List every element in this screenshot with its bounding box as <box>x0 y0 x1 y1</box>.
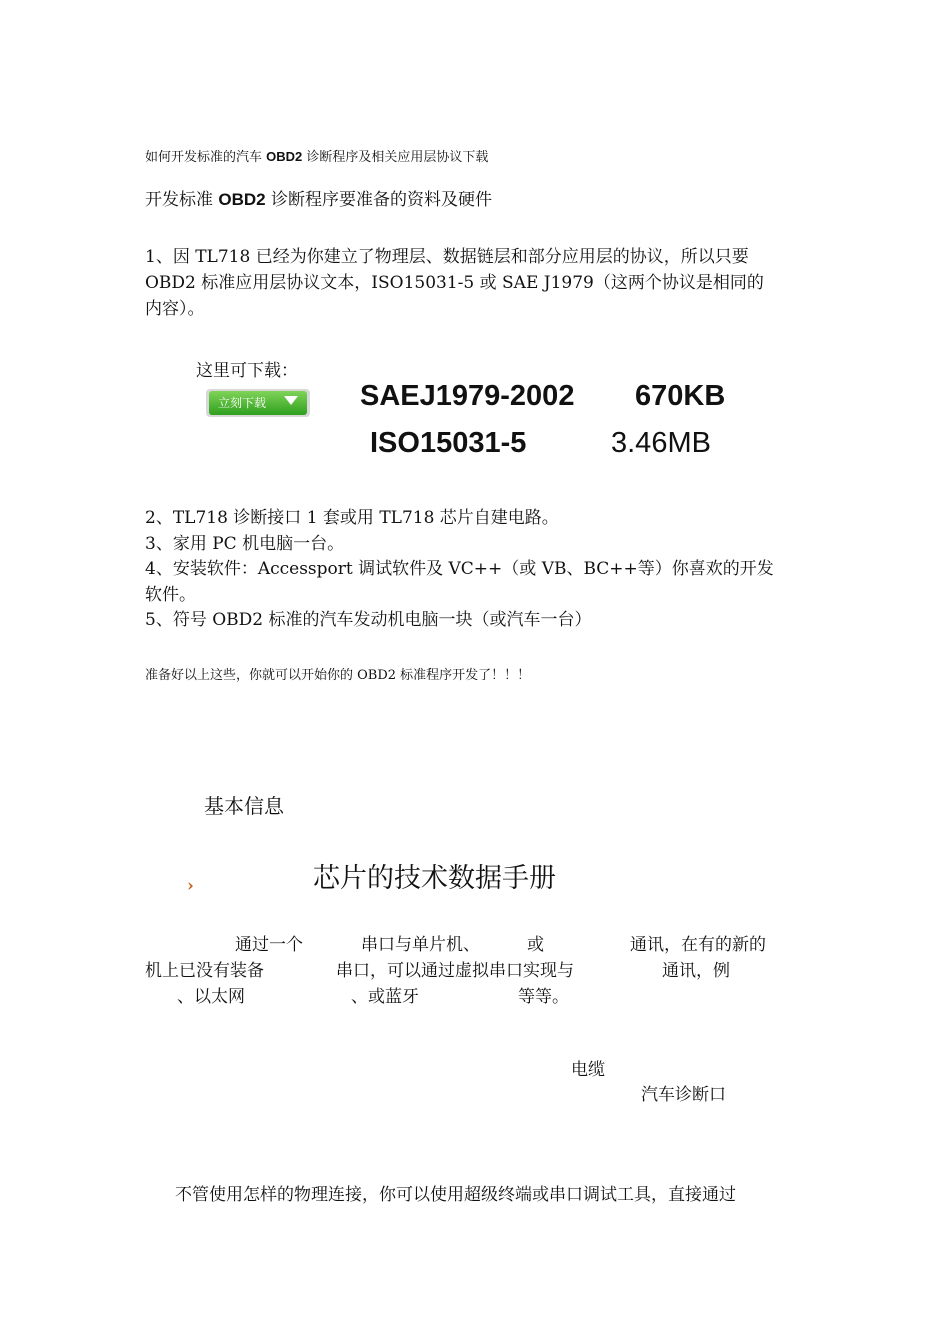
document-title: 如何开发标准的汽车 OBD2 诊断程序及相关应用层协议下载 <box>145 149 489 165</box>
list-item-1-line1: 1、因 TL718 已经为你建立了物理层、数据链层和部分应用层的协议，所以只要 <box>145 247 749 267</box>
text-fragment: 机上已没有装备 <box>145 961 264 981</box>
file-link-iso15031[interactable]: ISO15031-5 <box>370 427 527 459</box>
file-link-saej1979[interactable]: SAEJ1979-2002 <box>360 380 575 412</box>
list-item-1 <box>145 244 764 322</box>
text-fragment: 、以太网 <box>177 987 245 1007</box>
list-item-3: 3、家用 PC 机电脑一台。 <box>145 534 345 554</box>
section-subtitle: 开发标准 OBD2 诊断程序要准备的资料及硬件 <box>145 190 493 210</box>
text-fragment: 通过一个 <box>235 935 303 955</box>
text-fragment: 、或蓝牙 <box>351 987 419 1007</box>
text-fragment: 等等。 <box>518 987 569 1007</box>
paragraph-last-line: 不管使用怎样的物理连接，你可以使用超级终端或串口调试工具，直接通过 <box>175 1185 736 1205</box>
list-item-1-line2: OBD2 标准应用层协议文本，ISO15031-5 或 SAE J1979（这两个协议是相同的 <box>145 273 764 293</box>
list-item-2: 2、TL718 诊断接口 1 套或用 TL718 芯片自建电路。 <box>145 508 559 528</box>
list-item-1-line3: 内容）。 <box>145 299 205 319</box>
text-fragment: 通讯，例 <box>662 961 730 981</box>
list-item-4: 4、安装软件：Accessport 调试软件及 VC++（或 VB、BC++等）你喜欢的开发 <box>145 559 774 579</box>
diagnostic-port-label: 汽车诊断口 <box>641 1085 726 1105</box>
download-button-label: 立刻下载 <box>218 396 267 410</box>
cable-label: 电缆 <box>571 1060 605 1080</box>
text-fragment: 通讯，在有的新的 <box>630 935 766 955</box>
file-size-saej1979: 670KB <box>635 380 726 412</box>
download-label: 这里可下载： <box>196 361 298 381</box>
manual-title: 芯片的技术数据手册 <box>313 863 556 894</box>
list-item-5: 5、符号 OBD2 标准的汽车发动机电脑一块（或汽车一台） <box>145 610 592 630</box>
text-fragment: 或 <box>527 935 544 955</box>
closing-note: 准备好以上这些，你就可以开始你的 OBD2 标准程序开发了！！！ <box>145 668 531 683</box>
file-size-iso15031: 3.46MB <box>611 427 711 459</box>
chevron-right-icon: › <box>187 876 194 896</box>
text-fragment: 串口，可以通过虚拟串口实现与 <box>336 961 574 981</box>
chevron-down-icon <box>284 396 298 405</box>
download-button[interactable] <box>206 389 310 417</box>
section-heading-basic-info: 基本信息 <box>204 794 284 818</box>
text-fragment: 串口与单片机、 <box>361 935 480 955</box>
list-item-4-continued: 软件。 <box>145 585 196 605</box>
